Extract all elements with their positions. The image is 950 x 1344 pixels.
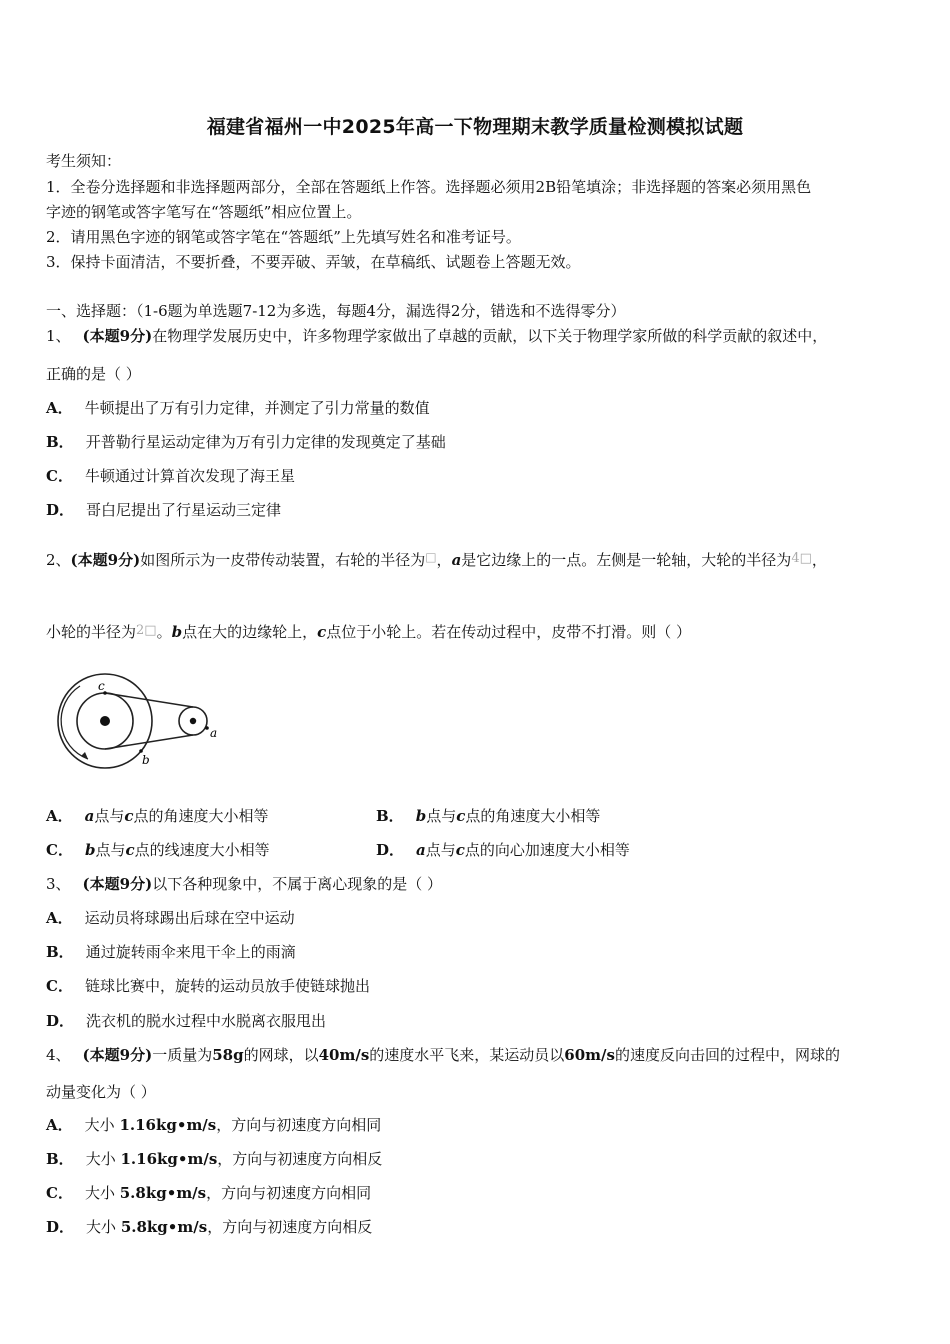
option-b: B． 开普勒行星运动定律为万有引力定律的发现奠定了基础 [46, 433, 446, 451]
option-c: C． 链球比赛中，旋转的运动员放手使链球抛出 [46, 977, 370, 995]
label-b: b [142, 753, 150, 767]
option-d: D． 大小 5.8kg•m/s，方向与初速度方向相反 [46, 1218, 373, 1236]
option-a: A． 大小 1.16kg•m/s，方向与初速度方向相同 [46, 1116, 382, 1134]
question-4-stem: 4、 (本题9分)一质量为58g的网球，以40m/s的速度水平飞来，某运动员以60m/s的速度反向击回的过程中，网球的 [46, 1046, 840, 1064]
option-d: D． 洗衣机的脱水过程中水脱离衣服甩出 [46, 1012, 327, 1030]
option-c: C． 大小 5.8kg•m/s，方向与初速度方向相同 [46, 1184, 372, 1202]
option-a: A． 运动员将球踢出后球在空中运动 [46, 909, 295, 927]
option-c: C． 牛顿通过计算首次发现了海王星 [46, 467, 295, 485]
option-c: C． b点与c点的线速度大小相等 [46, 841, 270, 859]
option-b: B． 通过旋转雨伞来甩干伞上的雨滴 [46, 943, 296, 961]
belt-pulley-diagram [48, 668, 238, 772]
section-heading: 一、选择题：（1-6题为单选题7-12为多选，每题4分，漏选得2分，错选和不选得零分） [46, 302, 626, 320]
notice-item: 字迹的钢笔或答字笔写在“答题纸”相应位置上。 [46, 203, 362, 221]
notice-item: 3．保持卡面清洁，不要折叠，不要弄破、弄皱，在草稿纸、试题卷上答题无效。 [46, 253, 581, 271]
question-1-stem-cont: 正确的是（ ） [46, 365, 141, 383]
option-d: D． 哥白尼提出了行星运动三定律 [46, 501, 282, 519]
question-score: (本题9分) [82, 327, 153, 345]
question-4-stem-cont: 动量变化为（ ） [46, 1083, 156, 1101]
question-2-stem-cont: 小轮的半径为2□。b点在大的边缘轮上，c点位于小轮上。若在传动过程中，皮带不打滑。则（ ） [46, 623, 692, 641]
point-a [205, 726, 209, 730]
axle-center [100, 716, 110, 726]
notice-heading: 考生须知： [46, 152, 122, 170]
option-b: B． b点与c点的角速度大小相等 [376, 807, 601, 825]
notice-item: 2．请用黑色字迹的钢笔或答字笔在“答题纸”上先填写姓名和准考证号。 [46, 228, 521, 246]
option-b: B． 大小 1.16kg•m/s，方向与初速度方向相反 [46, 1150, 383, 1168]
page-title: 福建省福州一中2025年高一下物理期末教学质量检测模拟试题 [206, 116, 744, 138]
question-number: 1、 [46, 327, 71, 345]
label-c: c [98, 679, 105, 693]
question-2-stem: 2、(本题9分)如图所示为一皮带传动装置，右轮的半径为□，a是它边缘上的一点。左侧是一轮轴，大轮的半径为4□， [46, 550, 827, 569]
question-1-stem: 1、 (本题9分)在物理学发展历史中，许多物理学家做出了卓越的贡献，以下关于物理学家所做的科学贡献的叙述中， [46, 327, 828, 345]
label-a: a [210, 726, 218, 740]
option-a: A． 牛顿提出了万有引力定律，并测定了引力常量的数值 [46, 399, 430, 417]
question-3-stem: 3、 (本题9分)以下各种现象中，不属于离心现象的是（ ） [46, 875, 442, 893]
notice-item: 1．全卷分选择题和非选择题两部分，全部在答题纸上作答。选择题必须用2B铅笔填涂；非选择题的答案必须用黑色 [46, 178, 812, 196]
right-axle-center [190, 718, 196, 724]
option-d: D． a点与c点的向心加速度大小相等 [376, 841, 630, 859]
option-a: A． a点与c点的角速度大小相等 [46, 807, 269, 825]
